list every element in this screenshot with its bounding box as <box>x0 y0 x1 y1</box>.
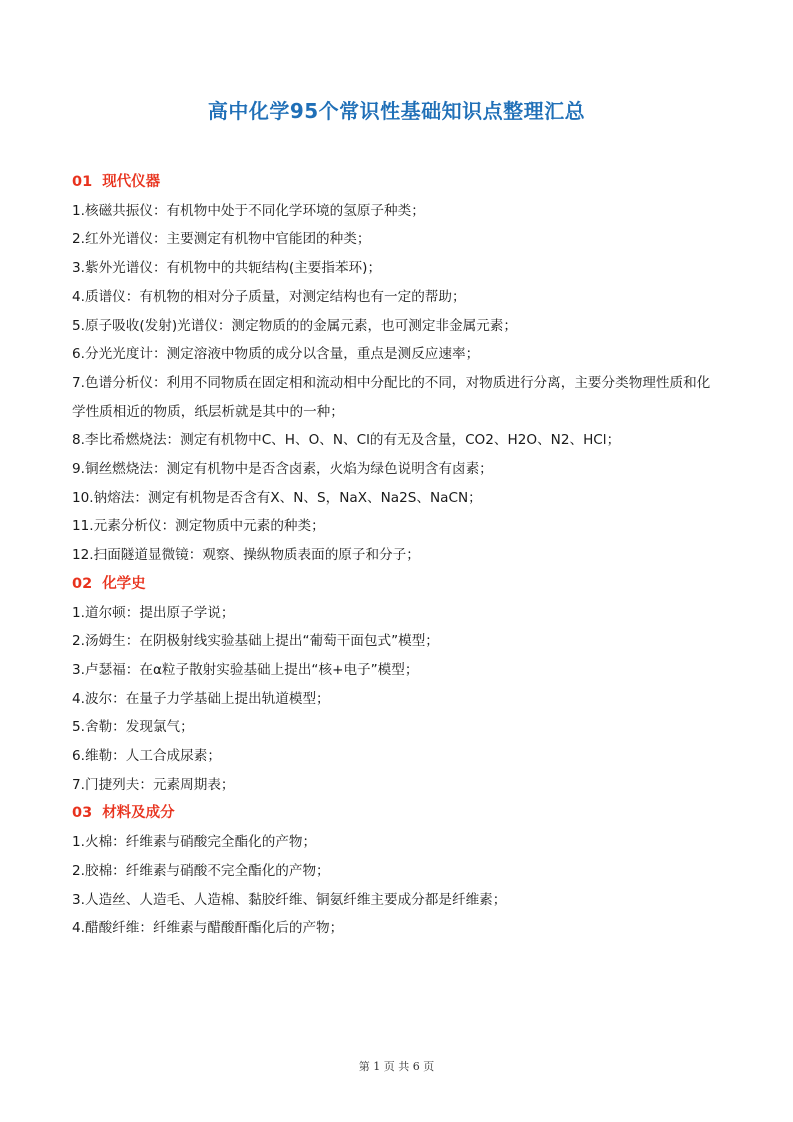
list-item: 3.卢瑟福：在α粒子散射实验基础上提出“核+电子”模型； <box>72 661 419 678</box>
section-number: 01 <box>72 174 93 190</box>
page-footer: 第 1 页 共 6 页 <box>358 1060 435 1073</box>
list-item: 1.核磁共振仪：有机物中处于不同化学环境的氢原子种类； <box>72 202 425 219</box>
list-item: 4.波尔：在量子力学基础上提出轨道模型； <box>72 690 330 707</box>
section-title: 现代仪器 <box>102 174 161 190</box>
page-title: 高中化学95个常识性基础知识点整理汇总 <box>207 99 586 123</box>
list-item: 4.质谱仪：有机物的相对分子质量，对测定结构也有一定的帮助； <box>72 288 466 305</box>
list-item: 12.扫面隧道显微镜：观察、操纵物质表面的原子和分子； <box>72 547 420 564</box>
list-item: 6.分光光度计：测定溶液中物质的成分以含量，重点是测反应速率； <box>72 346 480 363</box>
list-item: 1.道尔顿：提出原子学说； <box>72 604 235 621</box>
section-number: 03 <box>72 805 93 822</box>
list-item: 7.色谱分析仪：利用不同物质在固定相和流动相中分配比的不同，对物质进行分离，主要分类物理性质和化学性质相近的物质，纸层析就是其中的一种； <box>72 374 711 420</box>
list-item: 5.原子吸收(发射)光谱仪：测定物质的的金属元素，也可测定非金属元素； <box>72 317 517 334</box>
list-item: 8.李比希燃烧法：测定有机物中C、H、O、N、Cl的有无及含量，CO2、H2O、N2、HCl； <box>72 432 621 449</box>
section-number: 02 <box>72 575 93 592</box>
list-item: 2.汤姆生：在阴极射线实验基础上提出“葡萄干面包式”模型； <box>72 633 439 650</box>
section-title: 材料及成分 <box>102 805 175 822</box>
list-item: 5.舍勒：发现氯气； <box>72 719 194 736</box>
list-item: 10.钠熔法：测定有机物是否含有X、N、S，NaX、Na2S、NaCN； <box>72 489 482 506</box>
list-item: 3.紫外光谱仪：有机物中的共轭结构(主要指苯环)； <box>72 260 382 277</box>
list-item: 3.人造丝、人造毛、人造棉、黏胶纤维、铜氨纤维主要成分都是纤维素； <box>72 891 507 908</box>
section-heading-materials <box>72 799 722 828</box>
list-item: 2.胶棉：纤维素与硝酸不完全酯化的产物； <box>72 862 330 879</box>
list-item: 4.醋酸纤维：纤维素与醋酸酐酯化后的产物； <box>72 920 344 937</box>
list-item: 7.门捷列夫：元素周期表； <box>72 776 235 793</box>
section-heading-chemistry-history <box>72 570 722 599</box>
section-heading-modern-instruments <box>72 168 722 197</box>
list-item: 1.火棉：纤维素与硝酸完全酯化的产物； <box>72 834 317 851</box>
list-item: 6.维勒：人工合成尿素； <box>72 748 221 765</box>
document-body <box>72 168 722 943</box>
section-title: 化学史 <box>102 575 146 592</box>
list-item: 2.红外光谱仪：主要测定有机物中官能团的种类； <box>72 231 371 248</box>
list-item: 11.元素分析仪：测定物质中元素的种类； <box>72 518 325 535</box>
list-item: 9.铜丝燃烧法：测定有机物中是否含卤素，火焰为绿色说明含有卤素； <box>72 461 493 478</box>
